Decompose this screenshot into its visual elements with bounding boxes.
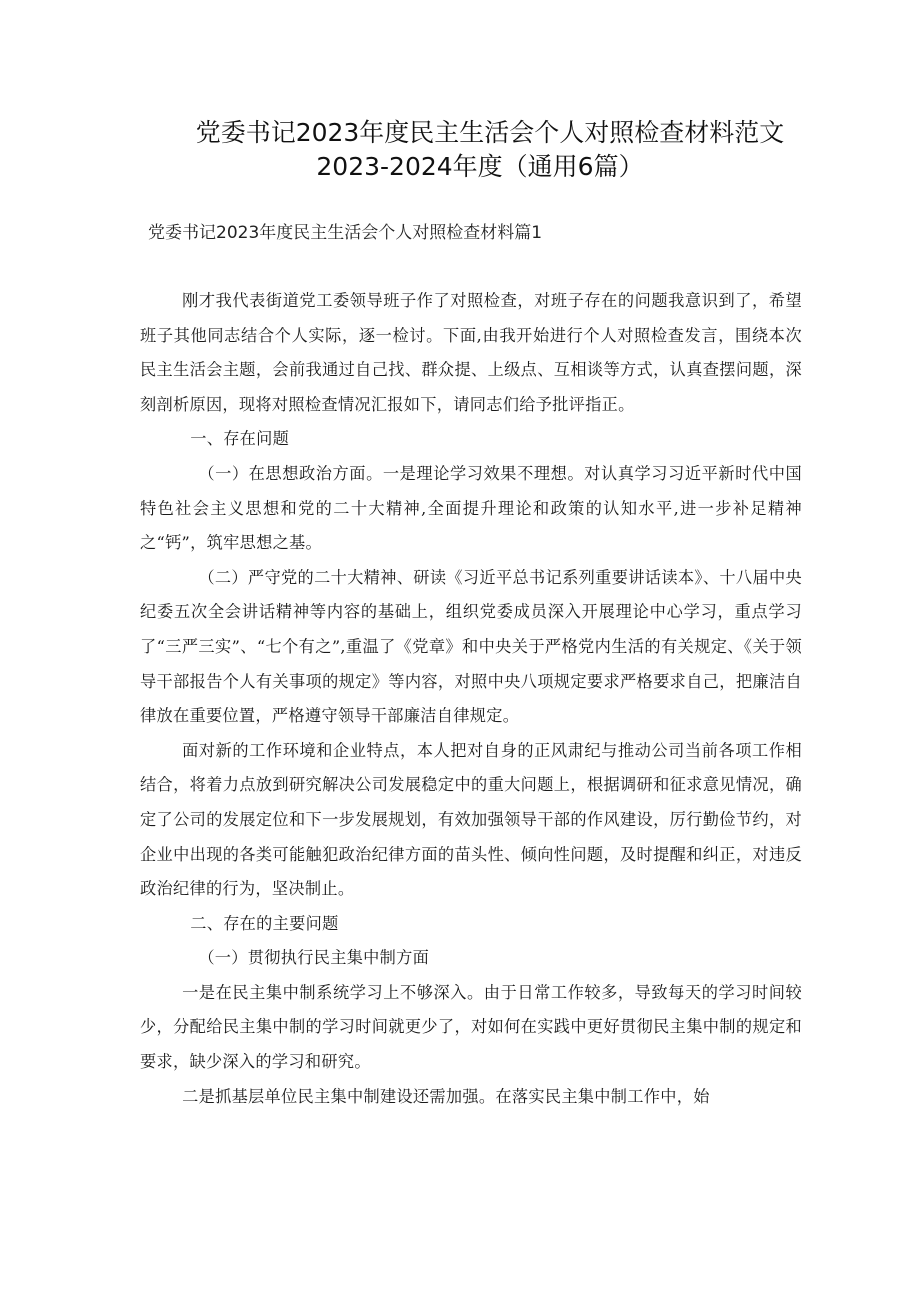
paragraph-point-two: 二是抓基层单位民主集中制建设还需加强。在落实民主集中制工作中，始 [182, 1086, 710, 1106]
document-title-line-2: 2023-2024年度（通用6篇） [316, 152, 644, 181]
heading-existing-problems: 一、存在问题 [190, 429, 290, 449]
paragraph-point-one: 一是在民主集中制系统学习上不够深入。由于日常工作较多，导致每天的学习时间较少，分配给民主集中制的学习时间就更少了，对如何在实践中更好贯彻民主集中制的规定和要求，缺少深入的学习和研究。 [140, 982, 802, 1072]
document-body [140, 284, 802, 1114]
document-title-line-1: 党委书记2023年度民主生活会个人对照检查材料范文 [195, 118, 785, 147]
paragraph-political-aspect: （一）在思想政治方面。一是理论学习效果不理想。对认真学习习近平新时代中国特色社会主义思想和党的二十大精神,全面提升理论和政策的认知水平,进一步补足精神之“钙”，筑牢思想之基。 [140, 463, 802, 553]
paragraph-party-spirit: （二）严守党的二十大精神、研读《习近平总书记系列重要讲话读本》、十八届中央纪委五次全会讲话精神等内容的基础上，组织党委成员深入开展理论中心学习，重点学习了“三严三实”、“七个有之”,重温了《党章》和中央关于严格党内生活的有关规定、《关于领导干部报告个人有关事项的规定》等内容，对照中央八项规定要求严格要求自己，把廉洁自律放在重要位置，严格遵守领导干部廉洁自律规定。 [140, 567, 802, 726]
heading-main-problems: 二、存在的主要问题 [190, 913, 339, 933]
paragraph-work-environment: 面对新的工作环境和企业特点，本人把对自身的正风肃纪与推动公司当前各项工作相结合，将着力点放到研究解决公司发展稳定中的重大问题上，根据调研和征求意见情况，确定了公司的发展定位和下一步发展规划，有效加强领导干部的作风建设，厉行勤俭节约，对企业中出现的各类可能触犯政治纪律方面的苗头性、倾向性问题，及时提醒和纠正，对违反政治纪律的行为，坚决制止。 [140, 740, 802, 899]
subheading-democratic-centralism: （一）贯彻执行民主集中制方面 [198, 948, 430, 968]
paragraph-intro: 刚才我代表街道党工委领导班子作了对照检查，对班子存在的问题我意识到了，希望班子其他同志结合个人实际，逐一检讨。下面,由我开始进行个人对照检查发言，围绕本次民主生活会主题，会前我通过自己找、群众提、上级点、互相谈等方式，认真查摆问题，深刻剖析原因，现将对照检查情况汇报如下，请同志们给予批评指正。 [140, 291, 802, 414]
section-title: 党委书记2023年度民主生活会个人对照检查材料篇1 [148, 223, 543, 243]
